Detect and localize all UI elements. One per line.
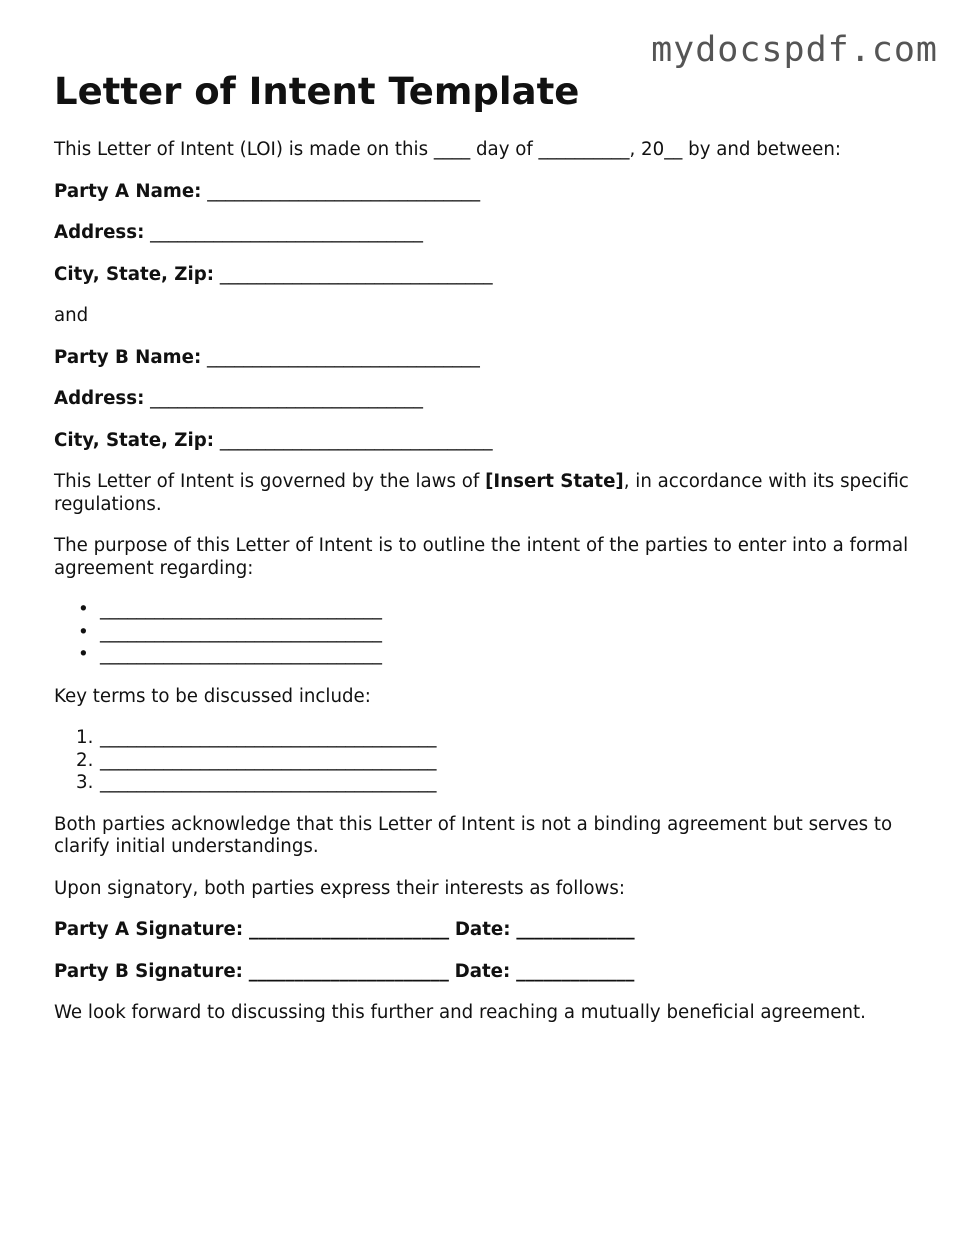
governing-state: [Insert State] <box>485 471 624 492</box>
party-b-city-row <box>54 430 934 453</box>
party-b-city-blank: ______________________________ <box>219 429 493 451</box>
party-b-signature-blank: ______________________ <box>248 960 449 982</box>
list-item <box>76 727 934 750</box>
key-term-number: 1. <box>76 727 94 748</box>
party-a-address-blank: ______________________________ <box>150 222 423 243</box>
party-b-date-blank: _____________ <box>516 960 635 982</box>
party-b-address-row <box>54 388 934 411</box>
party-a-name-blank: ______________________________ <box>207 180 481 202</box>
party-a-date-blank: _____________ <box>516 919 635 940</box>
party-a-city-label: City, State, Zip: <box>54 263 215 285</box>
watermark: mydocspdf.com <box>651 30 938 70</box>
key-term-blank: _____________________________________ <box>100 772 437 793</box>
key-term-blank: _____________________________________ <box>100 749 437 771</box>
party-a-address-row <box>54 222 934 245</box>
party-a-name-label: Party A Name: <box>54 180 202 202</box>
party-b-name-row <box>54 347 934 370</box>
governing-text-after: , in accordance with its specific regulations. <box>54 471 909 515</box>
governing-text-before: This Letter of Intent is governed by the laws of <box>54 471 486 492</box>
key-term-number: 3. <box>76 772 94 793</box>
key-term-number: 2. <box>76 749 94 771</box>
signatory-paragraph: Upon signatory, both parties express their interests as follows: <box>54 877 626 899</box>
bullet-icon: • <box>78 599 89 620</box>
party-b-name-blank: ______________________________ <box>207 346 480 368</box>
party-a-date-label: Date: <box>454 919 511 940</box>
purpose-list <box>54 599 934 667</box>
party-a-name-row <box>54 181 934 204</box>
document-body <box>54 139 934 1044</box>
list-item <box>78 599 934 622</box>
party-a-signature-row <box>54 919 934 942</box>
purpose-item-blank: _______________________________ <box>100 621 382 643</box>
bullet-icon: • <box>78 644 89 665</box>
party-b-city-label: City, State, Zip: <box>54 429 215 451</box>
page-title: Letter of Intent Template <box>54 70 580 113</box>
party-b-name-label: Party B Name: <box>54 346 202 368</box>
party-a-city-row <box>54 264 934 287</box>
closing-paragraph: We look forward to discussing this further and reaching a mutually beneficial agreement. <box>54 1002 866 1023</box>
intro-paragraph: This Letter of Intent (LOI) is made on this ____ day of __________, 20__ by and between: <box>54 139 842 160</box>
party-a-address-label: Address: <box>54 222 145 243</box>
party-b-address-label: Address: <box>54 388 145 409</box>
key-terms-list <box>54 727 934 795</box>
list-item <box>76 749 934 773</box>
party-b-address-blank: ______________________________ <box>150 388 423 409</box>
list-item <box>78 621 934 645</box>
key-terms-intro: Key terms to be discussed include: <box>54 685 371 707</box>
purpose-paragraph: The purpose of this Letter of Intent is to outline the intent of the parties to enter into a formal agreement regarding: <box>54 535 909 579</box>
key-term-blank: _____________________________________ <box>100 727 437 748</box>
purpose-item-blank: _______________________________ <box>100 644 382 665</box>
party-b-date-label: Date: <box>454 960 511 982</box>
governing-law-paragraph <box>54 471 934 516</box>
party-a-signature-blank: ______________________ <box>248 919 450 940</box>
party-a-city-blank: ______________________________ <box>219 263 493 285</box>
party-a-signature-label: Party A Signature: <box>54 919 244 940</box>
party-b-signature-row <box>54 961 934 984</box>
purpose-item-blank: _______________________________ <box>100 599 382 620</box>
list-item <box>76 772 934 795</box>
bullet-icon: • <box>78 621 89 643</box>
and-text: and <box>54 305 89 326</box>
list-item <box>78 644 934 667</box>
party-b-signature-label: Party B Signature: <box>54 960 243 982</box>
acknowledge-paragraph: Both parties acknowledge that this Letter of Intent is not a binding agreement but serves to clarify initial understandings. <box>54 813 893 857</box>
